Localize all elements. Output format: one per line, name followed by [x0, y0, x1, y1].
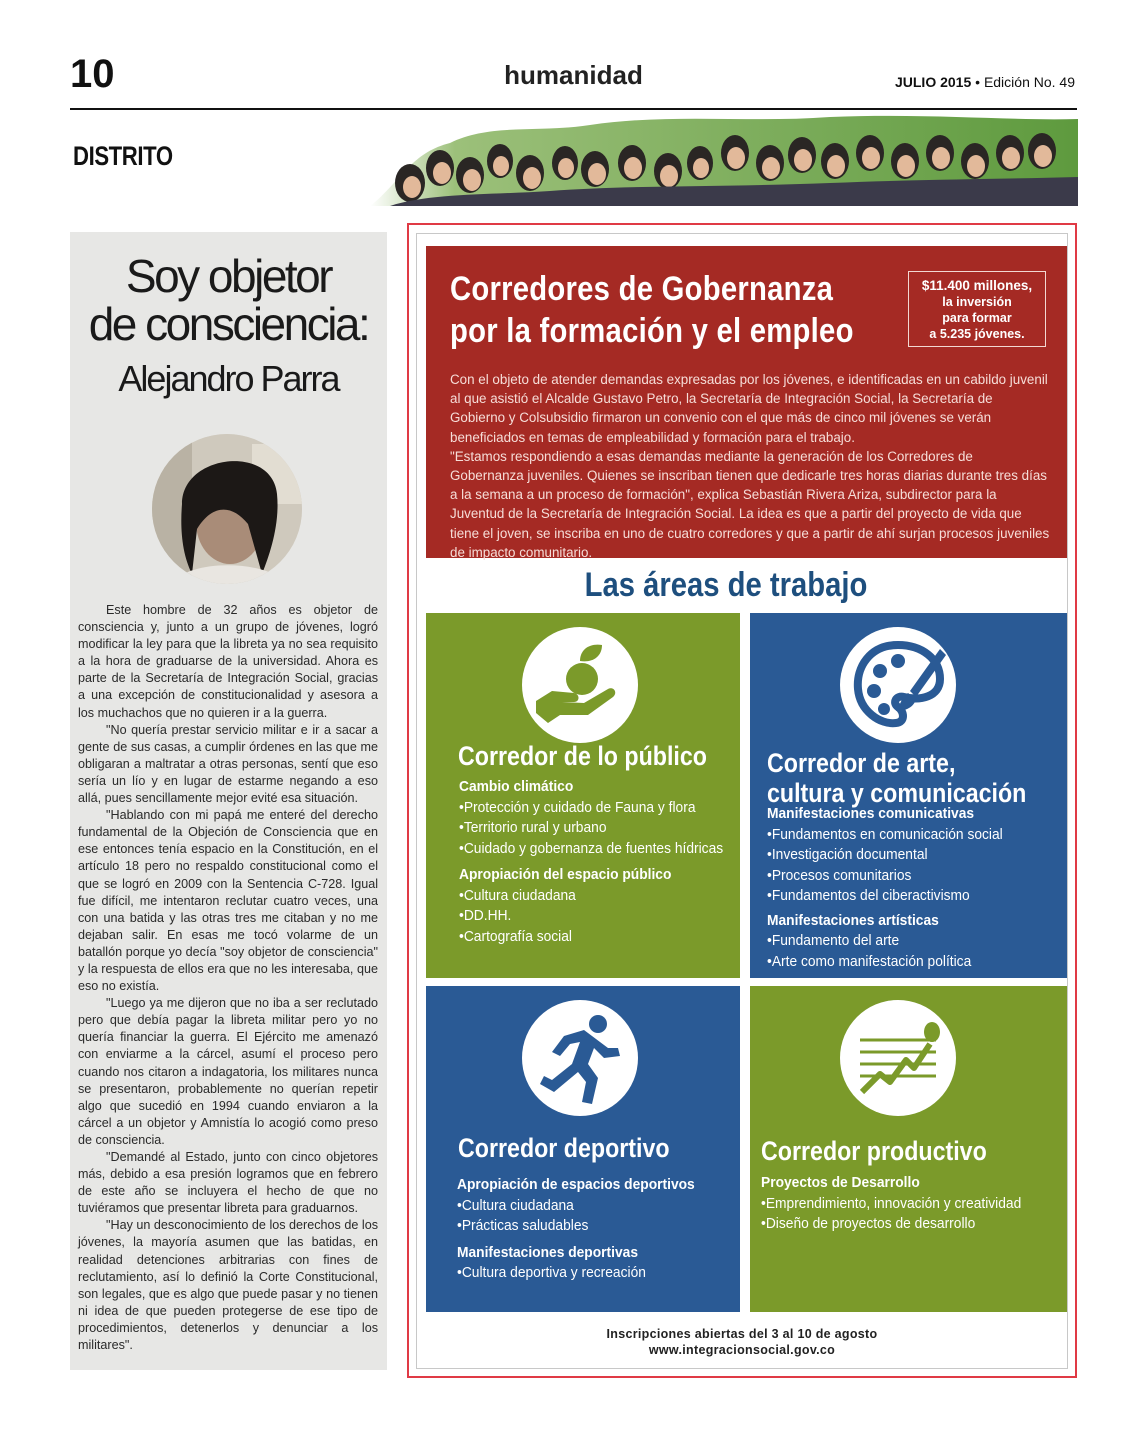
article-paragraph: Este hombre de 32 años es objetor de consciencia y, junto a un grupo de jóvenes, logró modificar la ley para que la libreta ya no sea requisito a la hora de graduarse de la universidad. Ahora es parte de la Secretaría de Integración Social, gracias a una excepción de constitucionalidad y asesora a los muchachos que no quieren ir a la guerra.	[78, 603, 378, 720]
corridor-topics	[767, 804, 1023, 972]
topic-item: •Protección y cuidado de Fauna y flora	[459, 798, 696, 816]
topic-item: •Procesos comunitarios	[767, 866, 912, 884]
topic-item: •Prácticas saludables	[457, 1217, 589, 1234]
topic-item: •Arte como manifestación política	[767, 952, 972, 970]
topic-heading: Manifestaciones artísticas	[767, 911, 939, 929]
article-paragraph: "Luego ya me dijeron que no iba a ser reclutado pero que debía pagar la libreta militar pero yo no quería financiar la guerra. El Ejército me amenazó con enviarme a la cárcel, asumí el proceso pero cuando nos citaron a indagatoria, los militares nunca se presentaron, probablemente no querían repetir algo que sucedió en 1994 cuando enviaron a la cárcel a un objetor y Amnistía lo acogió como preso de consciencia.	[78, 996, 378, 1147]
page-number: 10	[70, 52, 115, 96]
topic-item: •Diseño de proyectos de desarrollo	[761, 1215, 976, 1232]
intro-paragraph: Con el objeto de atender demandas expresadas por los jóvenes, e identificadas en un cabildo juvenil al que asistió el Alcalde Gustavo Petro, la Secretaría de Integración Social, la Secretaría de Gobierno y Colsubsidio firmaron un convenio con el que más de cinco mil jóvenes se verán beneficiados en temas de empleabilidad y formación para el trabajo.	[450, 372, 1048, 445]
topic-item: •Cuidado y gobernanza de fuentes hídricas	[459, 839, 724, 857]
website-link[interactable]: www.integracionsocial.gov.co	[648, 1343, 836, 1357]
topic-item: •DD.HH.	[459, 907, 512, 924]
article-paragraph: "Demandé al Estado, junto con cinco objetores más, debido a esa presión logramos que en febrero de este año se incluyera el hecho de que no tuviéramos que presentar libreta para graduarnos.	[78, 1150, 378, 1216]
corridor-title-line: Corredor productivo	[761, 1136, 987, 1166]
palette-brush-icon	[840, 627, 956, 743]
topic-item: •Investigación documental	[767, 846, 928, 863]
masthead	[70, 52, 1077, 110]
topic-item: •Territorio rural y urbano	[459, 819, 607, 836]
corridor-sports-tile	[426, 986, 740, 1312]
hand-plant-icon	[522, 627, 638, 743]
topic-heading: Cambio climático	[459, 778, 574, 795]
topic-item: •Fundamento del arte	[767, 932, 900, 949]
runner-icon	[522, 1000, 638, 1116]
investment-amount: $11.400 millones,	[921, 278, 1033, 293]
topic-heading: Proyectos de Desarrollo	[761, 1174, 920, 1191]
investment-callout	[908, 271, 1046, 347]
profile-article	[78, 602, 378, 1354]
profile-name: Alejandro Parra	[118, 358, 339, 399]
corridor-title-line: Corredor de lo público	[458, 741, 707, 771]
profile-headline-line2: de consciencia:	[88, 298, 369, 350]
section-label: DISTRITO	[73, 141, 173, 171]
publication-name: humanidad	[504, 60, 643, 90]
corridor-title-line: Corredor deportivo	[458, 1133, 670, 1163]
topic-item: •Cultura ciudadana	[459, 886, 576, 904]
intro-panel	[426, 246, 1067, 558]
corridor-title-line: Corredor de arte,	[767, 748, 956, 778]
topic-heading: Apropiación de espacios deportivos	[457, 1176, 695, 1193]
dateline	[895, 74, 1075, 90]
investment-line: para formar	[942, 311, 1012, 325]
corridor-title-line: cultura y comunicación	[767, 778, 1027, 808]
edition-number: Edición No. 49	[983, 74, 1075, 90]
corridor-arts-tile	[750, 613, 1067, 978]
registration-dates: Inscripciones abiertas del 3 al 10 de agosto	[606, 1327, 878, 1341]
corridor-title	[761, 1136, 987, 1166]
profile-portrait	[152, 434, 302, 584]
corridor-title	[458, 741, 707, 771]
corridor-topics	[459, 777, 746, 947]
topic-heading: Manifestaciones deportivas	[457, 1243, 638, 1261]
corridor-public-tile	[426, 613, 740, 978]
topic-item: •Fundamentos en comunicación social	[767, 825, 1003, 843]
youth-group-photo	[370, 113, 1078, 206]
topic-heading: Apropiación del espacio público	[459, 866, 672, 883]
profile-column	[70, 232, 387, 1370]
topic-item: •Cultura ciudadana	[457, 1196, 574, 1214]
corridor-productive-tile	[750, 986, 1067, 1312]
investment-line: la inversión	[942, 295, 1012, 309]
profile-headline-line1: Soy objetor	[125, 250, 332, 302]
investment-line: a 5.235 jóvenes.	[929, 327, 1025, 341]
profile-headline	[70, 252, 387, 348]
topic-item: •Fundamentos del ciberactivismo	[767, 887, 970, 904]
article-paragraph: "No quería prestar servicio militar e ir a sacar a gente de sus casas, a cumplir órdenes en las que me obligaran a maltratar a otras personas, sentí que eso sería un lío y en lugar de estarme negando a eso allá, pues sencillamente mejor evité esa situación.	[78, 722, 378, 806]
ad-headline-line2: por la formación y el empleo	[450, 312, 854, 350]
topic-item: •Cartografía social	[459, 927, 572, 945]
growth-chart-icon	[840, 1000, 956, 1116]
ad-headline	[450, 268, 854, 352]
article-paragraph: "Hay un desconocimiento de los derechos de los jóvenes, la mayoría asumen que las batidas, en realidad detenciones arbitrarias con fines de reclutamiento, así lo definió la Corte Constitucional, son legales, que es algo que puede pasar y no tienen ni idea de que pueden protegerse de ese tipo de procedimientos, detenerlos y denunciar a los militares".	[78, 1218, 378, 1353]
intro-text	[450, 370, 1050, 562]
topic-item: •Emprendimiento, innovación y creatividad	[761, 1194, 1022, 1212]
article-paragraph: "Hablando con mi papá me enteré del derecho fundamental de la Objeción de Consciencia que en ese entonces tenía espacio en la Constitución, en el artículo 18 pero no respaldo constitucional como el que se logró en 2009 con la Sentencia C-728. Igual fue difícil, me intentaron reclutar cuatro veces, una con una batida y las otras tres me citaban y no me dejaban salir. En esas me tocó volarme de un batallón porque yo decía "soy objetor de consciencia" y la respuesta de ellos era que no les interesaba, que eso no existía.	[78, 808, 378, 994]
topic-heading: Manifestaciones comunicativas	[767, 805, 975, 822]
corridor-title	[767, 748, 1026, 808]
dateline-separator: •	[975, 74, 981, 90]
ad-headline-line1: Corredores de Gobernanza	[450, 270, 834, 308]
topic-item: •Cultura deportiva y recreación	[457, 1264, 646, 1281]
registration-note	[416, 1326, 1068, 1358]
issue-date: JULIO 2015	[894, 74, 972, 90]
corridor-title	[458, 1133, 670, 1163]
areas-heading: Las áreas de trabajo	[584, 566, 868, 604]
corridor-topics	[457, 1175, 715, 1284]
intro-paragraph: "Estamos respondiendo a esas demandas mediante la generación de los Corredores de Gobernanza juveniles. Quienes se inscriban tienen que dedicarle tres horas diarias durante tres días a la semana a un proceso de formación", explica Sebastián Rivera Ariza, subdirector para la Juventud de la Secretaría de Integración Social. La idea es que a partir del proyecto de vida que tiene el joven, se inscriba en uno de cuatro corredores y que a partir de ahí surjan procesos juveniles de impacto comunitario.	[450, 448, 1050, 560]
corridor-topics	[761, 1173, 1044, 1235]
